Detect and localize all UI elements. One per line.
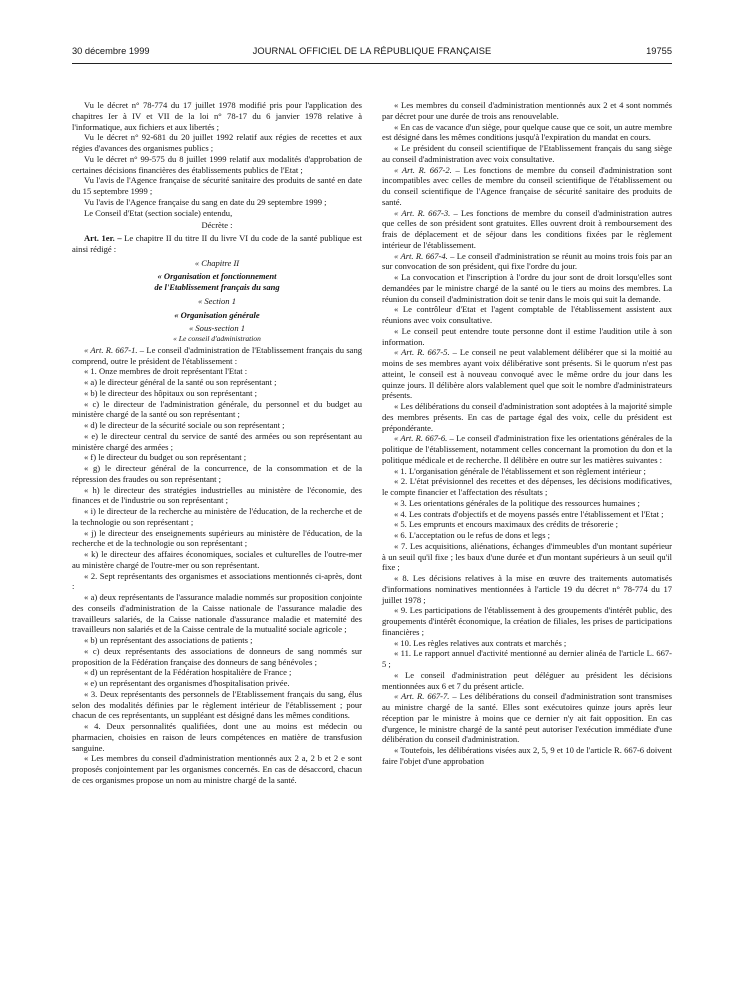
article-paragraph [382,433,672,465]
paragraph: « 1. Onze membres de droit représentant l'Etat : [84,366,248,377]
article-text: Le chapitre II du titre II du livre VI du code de la santé publique est ainsi rédigé : [72,233,362,254]
issue-date: 30 décembre 1999 [72,46,150,56]
section-title: « Organisation générale [174,309,260,320]
paragraph: « g) le directeur général de la concurrence, de la consommation et de la répression des fraudes ou son représentant ; [72,463,362,484]
article-number: « Art. R. 667-4. [394,250,448,261]
right-column [382,100,672,767]
article-paragraph [382,208,672,251]
paragraph: « 2. Sept représentants des organismes et associations mentionnés ci-après, dont : [72,570,362,592]
article-text: – Le conseil d'administration fixe les orientations générales de la politique de l'établissement, notamment celles concernant la promotion du don et la politique médicale et de recherche. Il délibère en outre sur les matières suivantes : [382,433,672,465]
paragraph: « Le président du conseil scientifique de l'Etablissement français du sang siège au conseil d'administration avec voix consultative. [382,143,672,164]
article-number: « Art. R. 667-3. [394,207,451,218]
paragraph: « 11. Le rapport annuel d'activité mentionné au dernier alinéa de l'article L. 667-5 ; [382,648,672,669]
article-number: « Art. R. 667-7. [394,691,450,702]
paragraph: « 7. Les acquisitions, aliénations, échanges d'immeubles d'un montant supérieur à un seuil qu'il fixe ; les baux d'une durée et d'un montant supérieurs à un seuil qu'il fixe ; [382,540,672,573]
article-number: « Art. R. 667-2. [394,164,452,175]
paragraph: « La convocation et l'inscription à l'ordre du jour sont de droit lorsqu'elles sont demandées par le ministre chargé de la santé ou le tiers au moins des membres. La réunion du conseil d'administration doit se tenir dans le mois qui suit la demande. [382,272,672,304]
paragraph: « e) un représentant des organismes d'hospitalisation privée. [84,678,290,688]
paragraph: Vu le décret n° 92-681 du 20 juillet 1992 relatif aux régies de recettes et aux régies d'avances des organismes publics ; [72,132,362,153]
article-text: – Le conseil d'administration se réunit au moins trois fois par an sur convocation de son président, qui fixe l'ordre du jour. [382,250,672,272]
paragraph: « d) un représentant de la Fédération hospitalière de France ; [84,667,292,678]
section-heading: « Section 1 [198,295,236,306]
paragraph: « 6. L'acceptation ou le refus de dons et legs ; [394,530,551,540]
paragraph: « 1. L'organisation générale de l'établissement et son règlement intérieur ; [394,465,646,476]
article-text: – Les fonctions de membre du conseil d'administration sont incompatibles avec celles de membre du conseil scientifique de l'établissement ou du conseil scientifique de l'Agence française de sécurité sanitaire des produits de santé. [382,164,672,207]
article-paragraph [382,347,672,401]
paragraph: Vu l'avis de l'Agence française du sang en date du 29 septembre 1999 ; [84,196,327,207]
paragraph: « c) deux représentants des associations de donneurs de sang nommés sur proposition de la Fédération française des donneurs de sang bénévoles ; [72,645,362,667]
paragraph: « 4. Les contrats d'objectifs et de moyens passés entre l'établissement et l'Etat ; [394,508,664,519]
article-number: « Art. R. 667-1. [84,344,138,355]
paragraph: Vu le décret n° 78-774 du 17 juillet 1978 modifié pris pour l'application des chapitres Ier à IV et VII de la loi n° 78-17 du 6 janvier 1978 relative à l'informatique, aux fichiers et aux libertés ; [72,100,362,132]
article-text: – Les délibérations du conseil d'administration sont transmises au ministre chargé de la santé. Elles sont exécutoires quinze jours après leur réception par le ministre à moins que ce dernier n'y ait fait opposition. En cas d'urgence, le ministre chargé de la santé peut autoriser l'exécution immédiate d'une délibération du conseil d'administration. [382,691,672,745]
decree-heading: Décrète : [201,220,233,231]
article-text: – Le conseil ne peut valablement délibérer que si la moitié au moins de ses membres ayant voix délibérative sont présents. Si le quorum n'est pas atteint, le conseil est à nouveau convoqué avec le même ordre du jour dans les quinze jours. Il délibère alors valablement quel que soit le nombre d'administrateurs présents. [382,347,673,401]
paragraph: « 9. Les participations de l'établissement à des groupements d'intérêt public, des groupements d'intérêt économique, la création de filiales, les prises de participations financières ; [382,605,672,637]
paragraph: « c) le directeur de l'administration générale, du personnel et du budget au ministère chargé de la santé ou son représentant ; [72,398,362,420]
paragraph: Le Conseil d'Etat (section sociale) entendu, [84,207,233,218]
left-column [72,100,362,786]
article-text: – Les fonctions de membre du conseil d'administration autres que celles de son président sont gratuites. Elles ouvrent droit à remboursement des frais de déplacement et de séjour dans les conditions fixées par le règlement intérieur de l'établissement. [382,207,672,250]
paragraph: Vu le décret n° 99-575 du 8 juillet 1999 relatif aux modalités d'approbation de certaines décisions financières des établissements publics de l'Etat ; [72,153,362,175]
paragraph: « b) un représentant des associations de patients ; [84,635,253,645]
paragraph: « Le conseil peut entendre toute personne dont il estime l'audition utile à son information. [382,325,672,347]
paragraph: « a) le directeur général de la santé ou son représentant ; [84,377,277,387]
section-title: de l'Etablissement français du sang [154,282,280,292]
header-rule [72,63,672,64]
article-paragraph [72,345,362,367]
section-heading: « Sous-section 1 [188,323,246,334]
article-paragraph [382,251,672,273]
article-text: – Le conseil d'administration de l'Etablissement français du sang comprend, outre le président de l'établissement : [72,344,362,366]
paragraph: « 5. Les emprunts et encours maximaux des crédits de trésorerie ; [394,519,619,530]
paragraph: « En cas de vacance d'un siège, pour quelque cause que ce soit, un autre membre est désigné dans les mêmes conditions jusqu'à l'expiration du mandat en cours. [382,121,672,143]
paragraph: « Les membres du conseil d'administration mentionnés aux 2 a, 2 b et 2 e sont proposés conjointement par les organismes concernés. En cas de désaccord, chacun de ces organismes propose un nom au ministre chargé de la santé. [72,753,362,785]
article-number: « Art. R. 667-5. [394,347,450,358]
article-number: « Art. R. 667-6. [394,433,448,444]
paragraph: « Le contrôleur d'Etat et l'agent comptable de l'établissement assistent aux réunions avec voix consultative. [382,304,672,325]
article-paragraph [382,691,672,745]
paragraph: « e) le directeur central du service de santé des armées ou son représentant au ministère chargé des armées ; [72,430,362,452]
paragraph: « a) deux représentants de l'assurance maladie nommés sur proposition conjointe des conseils d'administration de la Caisse nationale de l'assurance maladie des travailleurs salariés, de la Caisse nationale d'assurance maladie et maternité des travailleurs non salariés et de la Caisse centrale de la mutualité sociale agricole ; [72,592,362,635]
paragraph: « 4. Deux personnalités qualifiées, dont une au moins est médecin ou pharmacien, choisies en raison de leurs compétences en matière de transfusion sanguine. [72,721,362,753]
paragraph: « 3. Les orientations générales de la politique des ressources humaines ; [394,497,640,508]
paragraph: « 2. L'état prévisionnel des recettes et des dépenses, les décisions modificatives, le compte financier et l'affectation des résultats ; [382,476,672,497]
page-header [72,46,672,60]
paragraph: « 10. Les règles relatives aux contrats et marchés ; [394,637,567,648]
paragraph: « Les délibérations du conseil d'administration sont adoptées à la majorité simple des membres présents. En cas de partage égal des voix, celle du président est prépondérante. [382,401,672,433]
article-number: Art. 1er. – [84,233,122,243]
section-title: « Organisation et fonctionnement [157,271,277,282]
paragraph: « Toutefois, les délibérations visées aux 2, 5, 9 et 10 de l'article R. 667-6 doivent faire l'objet d'une approbation [382,745,672,766]
paragraph: « 3. Deux représentants des personnels de l'Etablissement français du sang, élus selon des modalités définies par le règlement intérieur de l'établissement ; pour chacun de ces représentants, un suppléant est désigné dans les mêmes conditions. [72,688,362,721]
paragraph: « j) le directeur des enseignements supérieurs au ministère de l'éducation, de la recherche et de la technologie ou son représentant ; [72,527,362,549]
article-paragraph [72,233,362,255]
paragraph: « h) le directeur des stratégies industrielles au ministère de l'économie, des finances et de l'industrie ou son représentant ; [72,484,362,506]
paragraph: Vu l'avis de l'Agence française de sécurité sanitaire des produits de santé en date du 15 septembre 1999 ; [72,175,362,196]
paragraph: « 8. Les décisions relatives à la mise en œuvre des traitements automatisés d'informations nominatives mentionnées à l'article 19 du décret n° 78-774 du 17 juillet 1978 ; [382,573,672,605]
paragraph: « d) le directeur de la sécurité sociale ou son représentant ; [84,420,285,430]
paragraph: « b) le directeur des hôpitaux ou son représentant ; [84,387,258,398]
subsection-title: « Le conseil d'administration [173,334,261,343]
section-heading: « Chapitre II [194,257,240,268]
paragraph: « Les membres du conseil d'administration mentionnés aux 2 et 4 sont nommés par décret pour une durée de trois ans renouvelable. [382,100,672,121]
journal-title: JOURNAL OFFICIEL DE LA RÉPUBLIQUE FRANÇAISE [252,46,492,56]
paragraph: « i) le directeur de la recherche au ministère de l'éducation, de la recherche et de la technologie ou son représentant ; [72,506,362,527]
paragraph: « f) le directeur du budget ou son représentant ; [84,452,247,463]
article-paragraph [382,165,672,208]
page-number: 19755 [646,46,672,56]
paragraph: « k) le directeur des affaires économiques, sociales et culturelles de l'outre-mer au ministère chargé de l'outre-mer ou son représentant. [72,549,362,570]
paragraph: « Le conseil d'administration peut déléguer au président les décisions mentionnées aux 6 et 7 du présent article. [382,669,672,691]
